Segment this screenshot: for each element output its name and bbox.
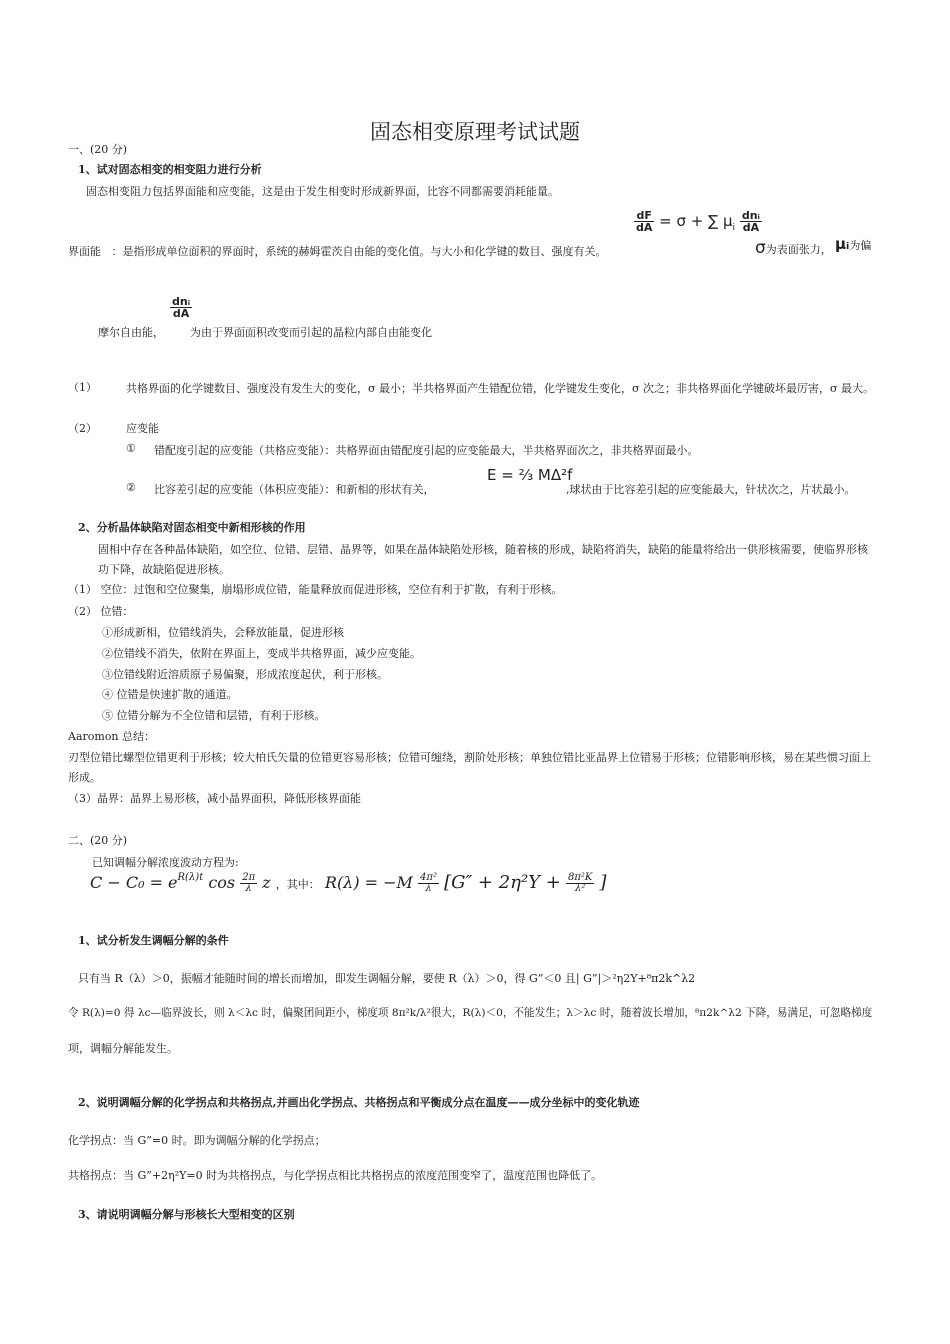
summary-text: 刃型位错比螺型位错更利于形核；较大柏氏矢量的位错更容易形核；位错可缠绕，割阶处形核；单独位错比亚晶界上位错易于形核；位错影响形核，易在某些惯习面上形成。 <box>68 751 871 784</box>
q2-intro: 固相中存在各种晶体缺陷，如空位、位错、层错、晶界等，如果在晶体缺陷处形核，随着核的形成，缺陷将消失，缺陷的能量将给出一供形核需要，使临界形核功下降，故缺陷促进形核。 <box>98 543 868 576</box>
point-1-text: 共格界面的化学键数目、强度没有发生大的变化，σ 最小；半共格界面产生错配位错，化学键发生变化，σ 次之；非共格界面化学键破坏最厉害，σ 最大。 <box>126 382 875 395</box>
point-2-number: （2） <box>68 422 97 435</box>
point-2-text: 应变能 <box>126 422 159 435</box>
dislocation-item-5: ⑤ 位错分解为不全位错和层错，有利于形核。 <box>102 709 326 722</box>
section-2-intro: 已知调幅分解浓度波动方程为: <box>92 856 239 869</box>
dislocation-item-2: ②位错线不消失，依附在界面上，变成半共格界面，减少应变能。 <box>102 647 421 660</box>
dislocation-item-4: ④ 位错是快速扩散的通道。 <box>102 688 238 701</box>
sec2-q3-heading: 3、请说明调幅分解与形核长大型相变的区别 <box>78 1208 295 1221</box>
molar-free-energy-label: 摩尔自由能， <box>98 326 164 339</box>
q2-heading: 2、分析晶体缺陷对固态相变中新相形核的作用 <box>78 521 306 534</box>
sec2-q1-line3: 项，调幅分解能发生。 <box>68 1042 178 1055</box>
circle-2-number: ② <box>126 481 136 494</box>
interface-energy-equation: $\frac{dF}{dA}$ = σ + ∑ $\mu_i$ $\frac{\text{dnᵢ}}{dA}$ <box>636 209 760 234</box>
sec2-q2-line1: 化学拐点：当 G”=0 时。即为调幅分解的化学拐点； <box>68 1134 326 1147</box>
sigma-description: σ为表面张力， <box>755 238 832 258</box>
sec2-q1-line1: 只有当 R（λ）＞0，振幅才能随时间的增长而增加，即发生调幅分解，要使 R（λ）＞0，得 G”＜0 且| G”|＞²η2Y+⁸π2k^λ2 <box>78 972 696 985</box>
sec2-q1-heading: 1、试分析发生调幅分解的条件 <box>78 934 229 947</box>
section-1-heading: 一、(20 分) <box>68 143 128 156</box>
dni-da-fraction: $\frac{\text{dnᵢ}}{dA}$ <box>172 295 191 320</box>
dislocation-item-3: ③位错线附近溶质原子易偏聚，形成浓度起伏，利于形核。 <box>102 668 388 681</box>
q2-line-dislocation: （2） 位错： <box>68 605 134 618</box>
sec2-q1-line2: 令 R(λ)=0 得 λc—临界波长，则 λ＜λc 时，偏聚团间距小，梯度项 8π²k/λ²很大，R(λ)＜0，不能发生；λ＞λc 时，随着波长增加，⁸π2k^λ2 下降，易满足，可忽略梯度 <box>68 1007 873 1019</box>
dni-da-description: 为由于界面面积改变而引起的晶粒内部自由能变化 <box>190 326 432 339</box>
mu-description: μᵢ为偏 <box>835 235 872 253</box>
summary-label: Aaromon 总结： <box>68 730 156 743</box>
spinodal-equation: $C - C_0 = e^{R(\lambda)t}$ cos $\frac{2\pi}{\lambda}$ z ，其中： R(λ) = −M $\frac{\text{4π²}}{\lambda}$ [G″ + 2η²Y + $\frac{\text{8π²K}}{\text{λ²}}$ ] <box>90 872 607 894</box>
page-title: 固态相变原理考试试题 <box>370 120 580 144</box>
circle-2-tail: ,球状由于比容差引起的应变能最大，针状次之，片状最小。 <box>566 483 856 496</box>
circle-1-number: ① <box>126 442 136 455</box>
section-2-heading: 二、(20 分) <box>68 834 128 847</box>
point-1-number: （1） <box>68 381 97 394</box>
q2-line-vacancy: （1） 空位：过饱和空位聚集，崩塌形成位错，能量释放而促进形核，空位有利于扩散，有利于形核。 <box>68 583 563 596</box>
circle-1-text: 错配度引起的应变能（共格应变能）：共格界面由错配度引起的应变能最大，半共格界面次之，非共格界面最小。 <box>154 444 699 457</box>
strain-energy-equation: E = ⅔ MΔ²f <box>487 466 573 484</box>
interface-energy-label: 界面能 ：是指形成单位面积的界面时，系统的赫姆霍茨自由能的变化值。与大小和化学键的数目、强度有关。 <box>68 245 607 258</box>
sec2-q2-line2: 共格拐点：当 G”+2η²Y=0 时为共格拐点，与化学拐点相比共格拐点的浓度范围变窄了，温度范围也降低了。 <box>68 1169 603 1182</box>
q2-line-grain-boundary: （3）晶界：晶界上易形核，减小晶界面积，降低形核界面能 <box>68 792 361 805</box>
q1-heading: 1、试对固态相变的相变阻力进行分析 <box>78 163 262 176</box>
circle-2-text: 比容差引起的应变能（体积应变能）：和新相的形状有关， <box>154 483 435 496</box>
q1-intro: 固态相变阻力包括界面能和应变能，这是由于发生相变时形成新界面，比容不同都需要消耗能量。 <box>86 185 559 198</box>
sec2-q2-heading: 2、说明调幅分解的化学拐点和共格拐点,并画出化学拐点、共格拐点和平衡成分点在温度——成分坐标中的变化轨迹 <box>78 1096 640 1109</box>
dislocation-item-1: ①形成新相，位错线消失，会释放能量，促进形核 <box>102 626 344 639</box>
